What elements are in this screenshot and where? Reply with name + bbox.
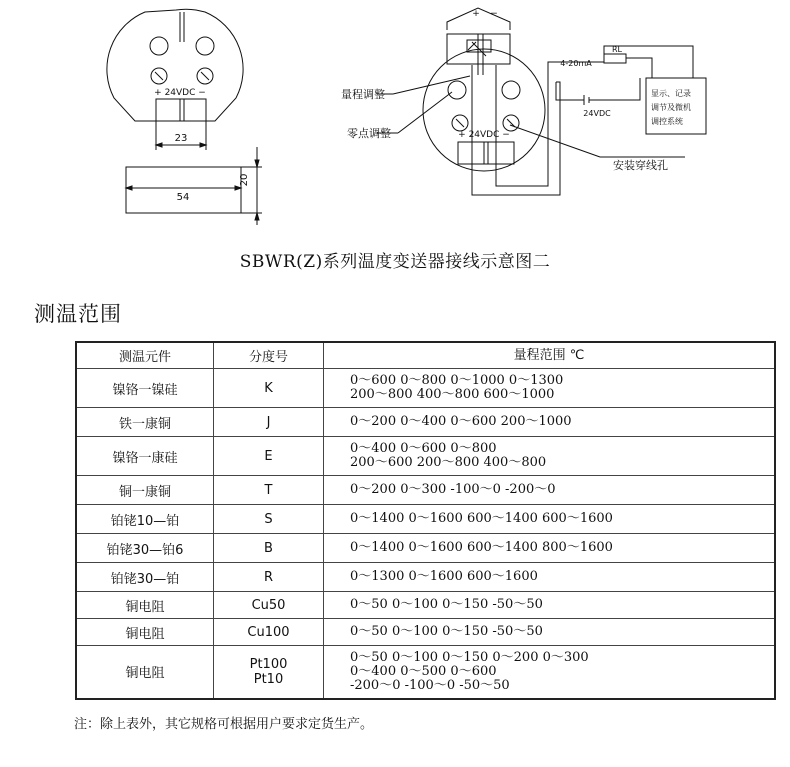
cell-element: 铁一康铜 xyxy=(76,408,214,437)
table-row xyxy=(76,408,775,437)
cell-element: 铜一康铜 xyxy=(76,476,214,505)
code-line: S xyxy=(264,511,273,527)
display-line-2: 调节及微机 xyxy=(651,103,691,112)
cell-code xyxy=(214,437,324,476)
cell-range xyxy=(324,408,776,437)
code-line: E xyxy=(264,448,273,464)
cell-code xyxy=(214,505,324,534)
voltage-label: 24VDC xyxy=(583,109,611,118)
cell-code xyxy=(214,592,324,619)
cell-range xyxy=(324,369,776,408)
code-line: R xyxy=(263,569,274,585)
cell-range xyxy=(324,505,776,534)
cell-code xyxy=(214,646,324,699)
cell-code xyxy=(214,476,324,505)
range-line: 0～50 0～100 0～150 -50～50 xyxy=(350,597,543,612)
cell-code xyxy=(214,408,324,437)
cell-element: 铂铑10—铂 xyxy=(76,505,214,534)
current-label: 4-20mA xyxy=(560,59,592,68)
range-line: 0～400 0～500 0～600 xyxy=(350,663,497,679)
temperature-range-table xyxy=(75,341,776,700)
table-row xyxy=(76,563,775,592)
cell-range xyxy=(324,534,776,563)
range-line: 0～1400 0～1600 600～1400 800～1600 xyxy=(350,540,613,555)
minus-sign: − xyxy=(490,9,498,19)
table-row xyxy=(76,646,775,699)
code-line: Pt10 xyxy=(253,671,284,687)
code-line: J xyxy=(266,414,271,430)
dimension-20: 20 xyxy=(239,173,250,187)
display-line-3: 调控系统 xyxy=(651,117,683,126)
table-row xyxy=(76,534,775,563)
range-line: 0～1400 0～1600 600～1400 600～1600 xyxy=(350,511,613,526)
code-line: Cu50 xyxy=(251,597,286,613)
range-line: 0～1300 0～1600 600～1600 xyxy=(350,569,538,584)
supply-label-right: + 24VDC − xyxy=(458,130,510,140)
cell-element: 镍铬一康硅 xyxy=(76,437,214,476)
dimension-23: 23 xyxy=(174,133,188,144)
cell-element: 镍铬一镍硅 xyxy=(76,369,214,408)
cell-range xyxy=(324,563,776,592)
supply-label-left: + 24VDC − xyxy=(154,88,206,98)
wiring-diagram xyxy=(0,0,790,225)
range-line: 0～200 0～400 0～600 200～1000 xyxy=(350,414,572,429)
cell-code xyxy=(214,619,324,646)
label-mount-hole: 安装穿线孔 xyxy=(613,159,668,172)
code-line: K xyxy=(264,380,273,396)
cell-element: 铂铑30—铂6 xyxy=(76,534,214,563)
cell-element: 铜电阻 xyxy=(76,646,214,699)
range-line: 0～50 0～100 0～150 0～200 0～300 xyxy=(350,649,589,665)
code-line: Cu100 xyxy=(247,624,290,640)
table-row xyxy=(76,619,775,646)
figure-caption: SBWR(Z)系列温度变送器接线示意图二 xyxy=(239,252,551,272)
range-line: 200～600 200～800 400～800 xyxy=(350,455,547,470)
cell-range xyxy=(324,646,776,699)
table-row xyxy=(76,476,775,505)
table-row xyxy=(76,369,775,408)
header-range: 量程范围 ℃ xyxy=(324,342,776,369)
plus-sign: + xyxy=(472,9,480,19)
table-body xyxy=(76,369,775,699)
cell-code xyxy=(214,563,324,592)
table-row xyxy=(76,505,775,534)
module-top-view xyxy=(107,9,243,150)
cell-range xyxy=(324,476,776,505)
range-line: 0～200 0～300 -100～0 -200～0 xyxy=(350,482,556,497)
header-element: 测温元件 xyxy=(76,342,214,369)
range-line: 0～50 0～100 0～150 -50～50 xyxy=(350,624,543,639)
code-line: Pt100 xyxy=(249,656,288,672)
range-line: 200～800 400～800 600～1000 xyxy=(350,387,555,402)
cell-code xyxy=(214,369,324,408)
dimension-54: 54 xyxy=(176,192,190,203)
table-header-row xyxy=(76,342,775,369)
cell-element: 铜电阻 xyxy=(76,592,214,619)
cell-element: 铂铑30—铂 xyxy=(76,563,214,592)
label-range-adjust: 量程调整 xyxy=(341,88,385,101)
section-title: 测温范围 xyxy=(34,302,122,326)
range-line: 0～600 0～800 0～1000 0～1300 xyxy=(350,373,564,388)
footnote: 注：除上表外，其它规格可根据用户要求定货生产。 xyxy=(74,717,374,732)
cell-range xyxy=(324,437,776,476)
table-row xyxy=(76,437,775,476)
header-code: 分度号 xyxy=(214,342,324,369)
cell-code xyxy=(214,534,324,563)
range-line: 0～400 0～600 0～800 xyxy=(350,441,497,456)
label-zero-adjust: 零点调整 xyxy=(347,127,391,140)
rl-label: RL xyxy=(611,45,623,54)
table-row xyxy=(76,592,775,619)
code-line: T xyxy=(264,482,273,498)
code-line: B xyxy=(264,540,273,556)
cell-range xyxy=(324,592,776,619)
display-line-1: 显示、记录 xyxy=(651,89,691,98)
range-line: -200～0 -100～0 -50～50 xyxy=(350,677,510,693)
cell-range xyxy=(324,619,776,646)
cell-element: 铜电阻 xyxy=(76,619,214,646)
